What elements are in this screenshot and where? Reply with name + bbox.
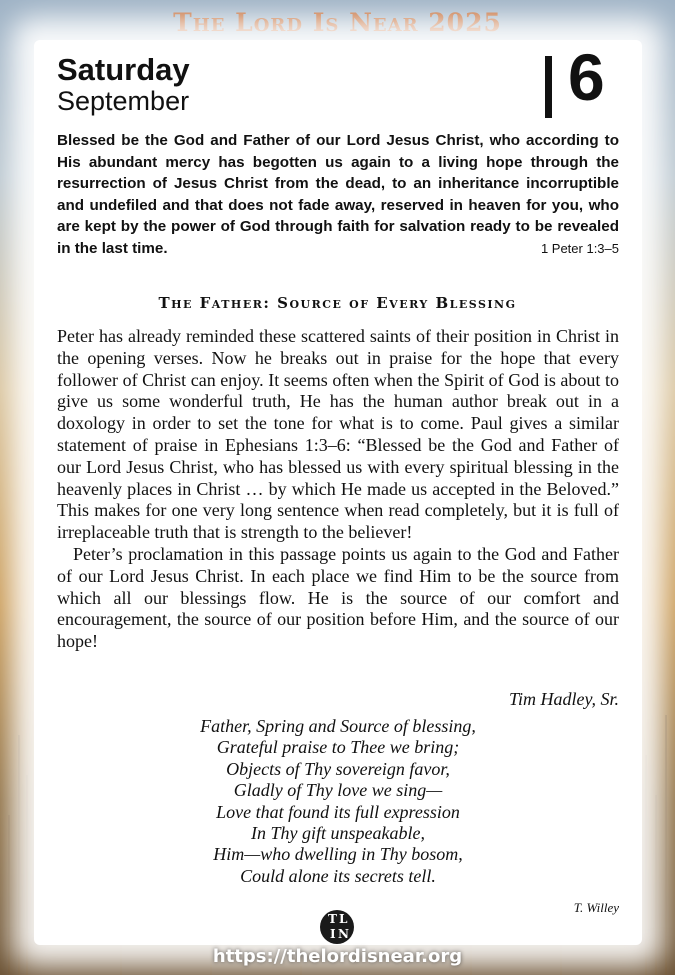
devotional-title: The Lord Is Near 2025 [173, 8, 502, 37]
poem-author: T. Willey [573, 900, 619, 915]
body-paragraph: Peter’s proclamation in this passage points us again to the God and Father of our Lord Jesus Christ. In each place we find Him to be the source from which all our blessings flow. He is the source of our comfort and encouragement, the source of our position before Him, and the source of our hope! [57, 543, 619, 652]
logo-letter: I [330, 927, 336, 941]
poem-line: Love that found its full expression [216, 801, 460, 822]
poem-line: In Thy gift unspeakable, [251, 823, 425, 844]
logo-letter: N [338, 927, 349, 941]
tlin-logo-icon [320, 910, 354, 944]
month-label: September [57, 86, 190, 116]
poem-line: Could alone its secrets tell. [240, 865, 436, 886]
scripture-verse [57, 130, 619, 260]
devotional-body [57, 326, 619, 653]
author-name: Tim Hadley, Sr. [508, 689, 619, 709]
poem-line: Grateful praise to Thee we bring; [216, 737, 460, 758]
day-number: 6 [568, 40, 605, 114]
poem-line: Objects of Thy sovereign favor, [226, 758, 450, 779]
verse-reference: 1 Peter 1:3–5 [540, 240, 619, 256]
body-paragraph: Peter has already reminded these scattered saints of their position in Christ in the opening verses. Now he breaks out in praise for the hope that every follower of Christ can enjoy. It seems often when the Spirit of God is about to give us some wonderful truth, He has the human author break out in a doxology in order to set the tone for what is to come. Paul gives a similar statement of praise in Ephesians 1:3–6: “Blessed be the God and Father of our Lord Jesus Christ, who has blessed us with every spiritual blessing in the heavenly places in Christ … by which He made us accepted in the Beloved.” This makes for one very long sentence when read completely, but it is full of irreplaceable truth that is strength to the believer! [57, 326, 619, 543]
hymn-poem [57, 716, 619, 887]
logo-letter: L [339, 912, 348, 926]
section-title: The Father: Source of Every Blessing [158, 294, 517, 312]
poem-line: Him—who dwelling in Thy bosom, [213, 844, 463, 865]
verse-text: Blessed be the God and Father of our Lord Jesus Christ, who according to His abundant mercy has begotten us again to a living hope through the resurrection of Jesus Christ from the dead, to an inheritance incorruptible and undefiled and that does not fade away, reserved in heaven for you, who are kept by the power of God through faith for salvation ready to be revealed in the last time. [57, 132, 619, 257]
poem-line: Gladly of Thy love we sing— [233, 780, 443, 801]
logo-letter: T [328, 912, 337, 926]
date-divider [545, 56, 552, 118]
website-link[interactable]: https://thelordisnear.org [212, 946, 463, 967]
weekday-label: Saturday [57, 52, 190, 87]
poem-line: Father, Spring and Source of blessing, [200, 716, 476, 736]
